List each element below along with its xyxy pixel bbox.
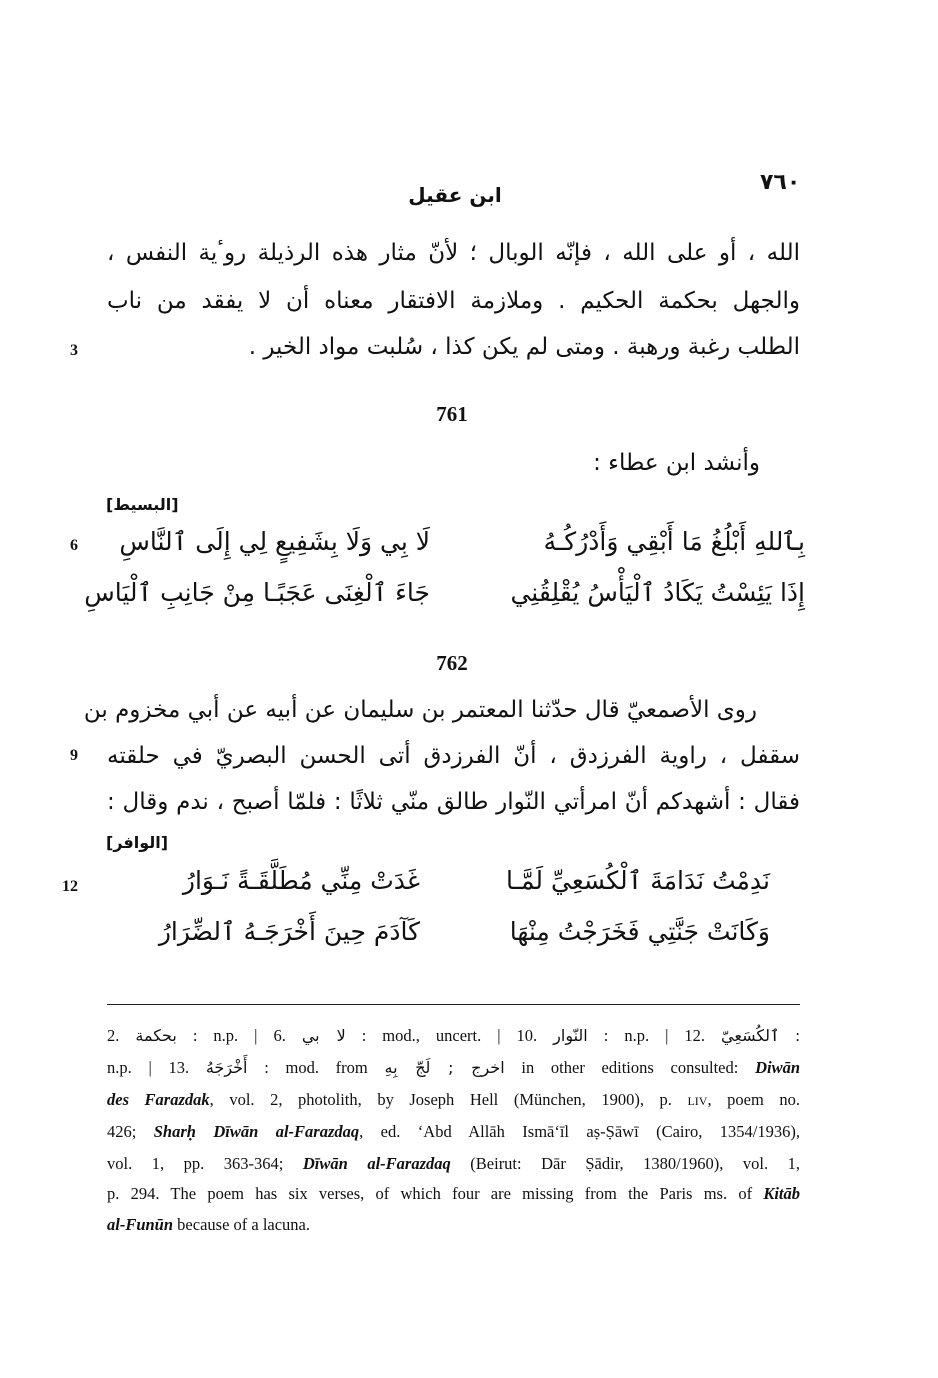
hemistich-first: نَدِمْتُ نَدَامَةَ ٱلْكُسَعِيِّ لَمَّـا [506, 866, 770, 895]
meter-label: [الوافر] [106, 833, 169, 852]
meter-label: [البسيط] [106, 495, 179, 514]
hemistich-first: وَكَانَتْ جَنَّتِي فَخَرَجْتُ مِنْهَا [509, 917, 770, 946]
paragraph-line: والجهل بحكمة الحكيم . وملازمة الافتقار معناه أن لا يفقد من ناب [107, 288, 800, 314]
footnote-divider [107, 1004, 800, 1005]
footnote-line: des Farazdak, vol. 2, photolith, by Joseph Hell (München, 1900), p. liv, poem no. [107, 1090, 800, 1109]
paragraph-line: روى الأصمعيّ قال حدّثنا المعتمر بن سليمان عن أبيه عن أبي مخزوم بن [83, 697, 757, 723]
footnote-line: 426; Sharḥ Dīwān al-Farazdaq, ed. ‘Abd Allāh Ismā‘īl aṣ-Ṣāwī (Cairo, 1354/1936), [107, 1122, 800, 1141]
paragraph-line: الطلب رغبة ورهبة . ومتى لم يكن كذا ، سُلبت مواد الخير . [248, 334, 800, 360]
section-number: 761 [436, 402, 468, 426]
paragraph-line: الله ، أو على الله ، فإنّه الوبال ؛ لأنّ مثار هذه الرذيلة روٴية النفس ، [107, 240, 800, 266]
footnote-line: al-Funūn because of a lacuna. [107, 1215, 311, 1234]
footnote-line: n.p. | 13. أَخْرَجَهُ : mod. from اخرج ; لَجّ بِهِ in other editions consulted: Diwān [107, 1058, 800, 1077]
running-head: ابن عقيل [408, 183, 502, 207]
hemistich-first: إِذَا يَئِسْتُ يَكَادُ ٱلْيَأْسُ يُقْلِقُنِي [510, 578, 805, 607]
line-number: 6 [70, 537, 78, 554]
page-number: ٧٦٠ [760, 170, 801, 195]
footnote-line: 2. بحكمة : n.p. | 6. لا بي : mod., uncert. | 10. النّوار : n.p. | 12. ٱلكُسَعِيّ : [107, 1026, 801, 1045]
section-number: 762 [436, 651, 468, 675]
hemistich-second: كَآدَمَ حِينَ أَخْرَجَـهُ ٱلضِّرَارُ [158, 917, 420, 946]
hemistich-second: لَا بِي وَلَا بِشَفِيعٍ لِي إِلَى ٱلنَّاسِ [119, 527, 430, 556]
paragraph-line: فقال : أشهدكم أنّ امرأتي النّوار طالق منّي ثلاثًا : فلمّا أصبح ، ندم وقال : [107, 789, 800, 815]
line-number: 12 [62, 878, 78, 895]
hemistich-second: غَدَتْ مِنِّي مُطَلَّقَـةً نَـوَارُ [182, 866, 420, 895]
line-number: 9 [70, 747, 78, 764]
hemistich-second: جَاءَ ٱلْغِنَى عَجَبًـا مِنْ جَانِبِ ٱلْيَاسِ [84, 578, 430, 607]
line-number: 3 [70, 342, 78, 359]
hemistich-first: بِٱللهِ أَبْلُغُ مَا أَبْقِي وَأَدْرُكُـهُ [543, 527, 805, 556]
verse-intro: وأنشد ابن عطاء : [593, 450, 760, 476]
footnote-line: p. 294. The poem has six verses, of which four are missing from the Paris ms. of Kitāb [107, 1184, 800, 1203]
footnote-line: vol. 1, pp. 363-364; Dīwān al-Farazdaq (Beirut: Dār Ṣādir, 1380/1960), vol. 1, [107, 1154, 801, 1173]
paragraph-line: سقفل ، راوية الفرزدق ، أنّ الفرزدق أتى الحسن البصريّ في حلقته [107, 743, 800, 769]
